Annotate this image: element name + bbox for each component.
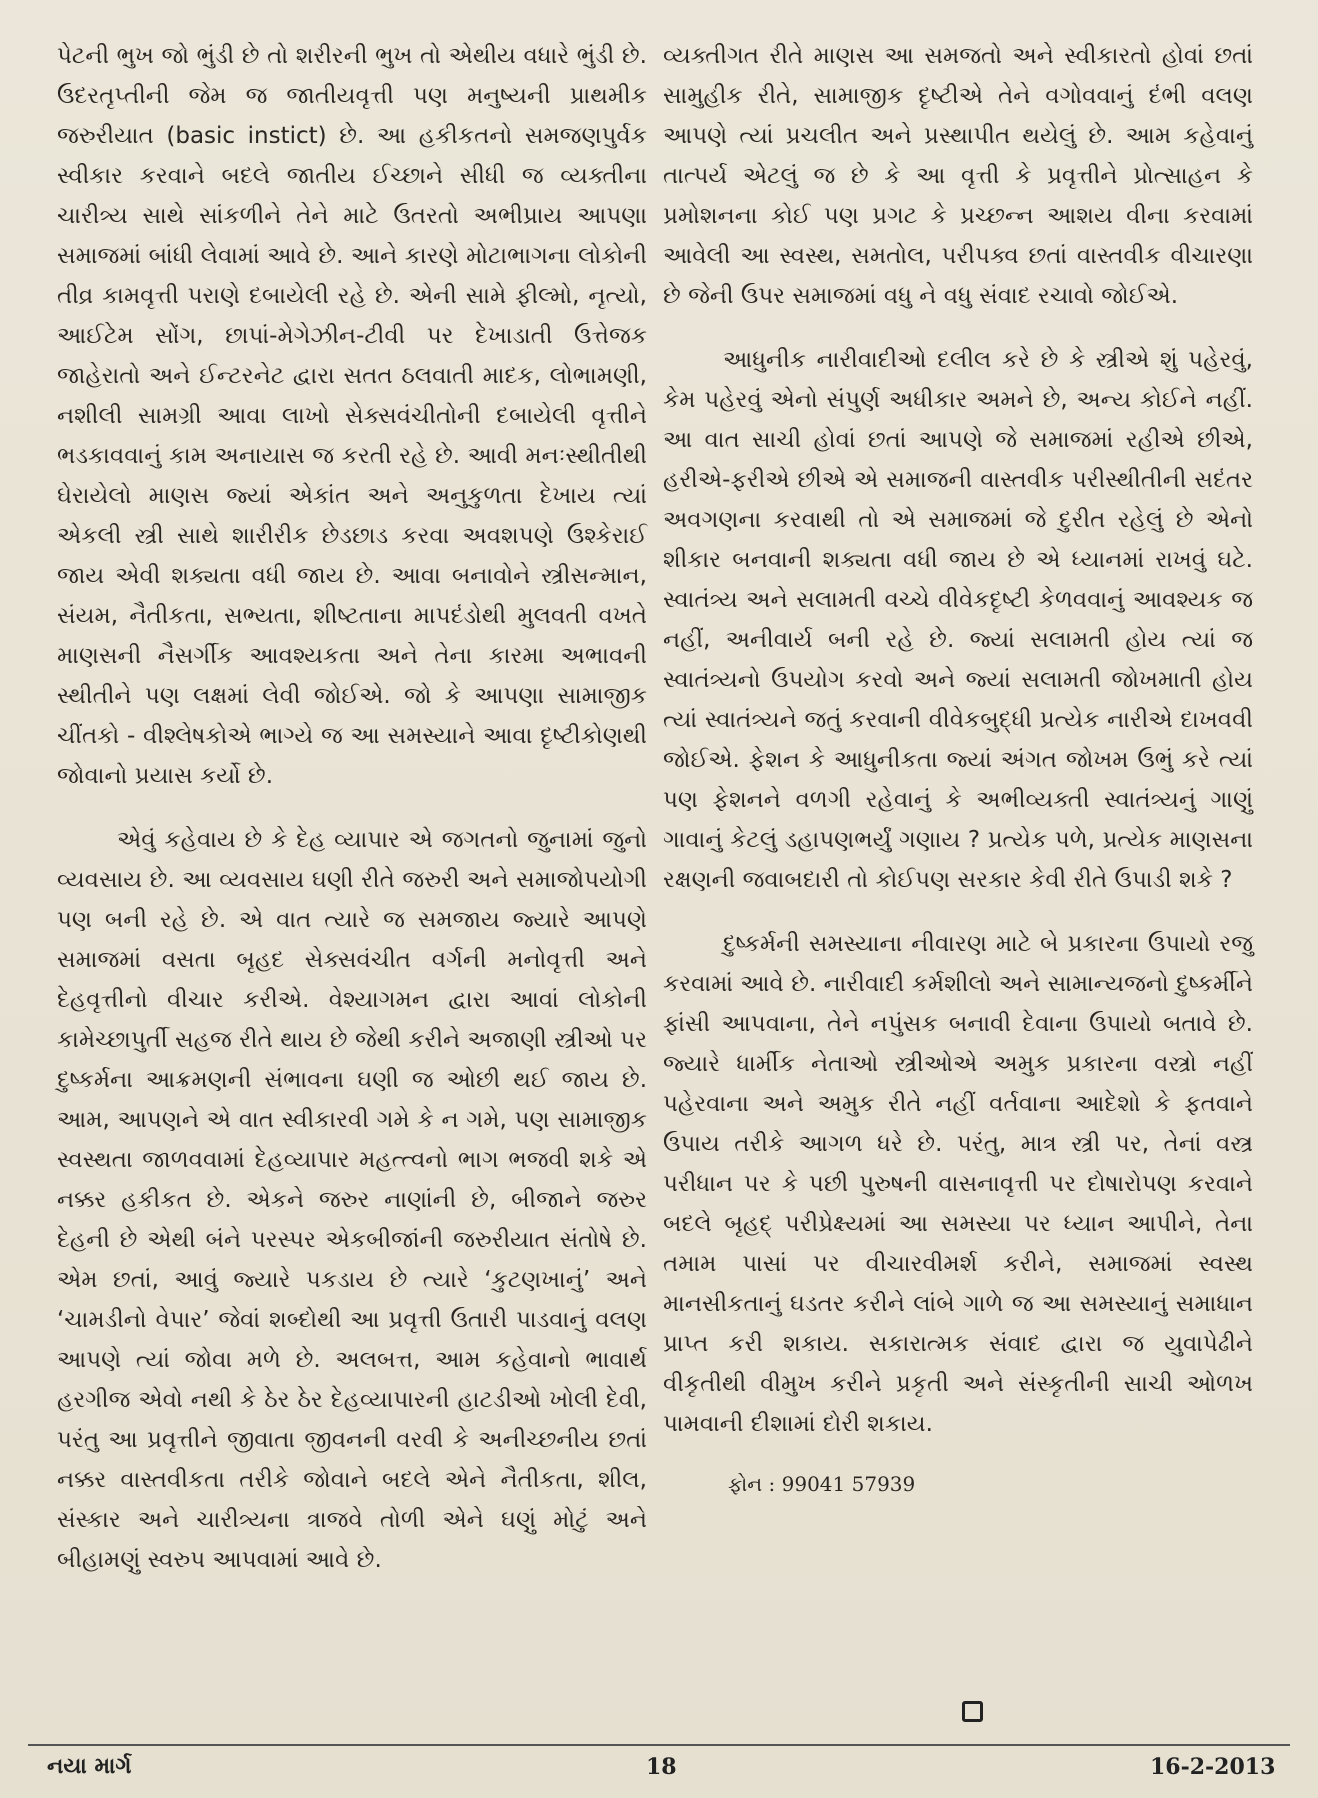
- article-right-column: [663, 36, 1253, 1504]
- paragraph: એવું કહેવાય છે કે દેહ વ્યાપાર એ જગતનો જુનામાં જુનો વ્યવસાય છે. આ વ્યવસાય ઘણી રીતે જરુરી અને સમાજોપયોગી પણ બની રહે છે. એ વાત ત્યારે જ સમજાય જ્યારે આપણે સમાજમાં વસતા બૃહદ સેક્સવંચીત વર્ગની મનોવૃત્તી અને દેહવૃત્તીનો વીચાર કરીએ. વેશ્યાગમન દ્વારા આવાં લોકોની કામેચ્છાપુર્તી સહજ રીતે થાય છે જેથી કરીને અજાણી સ્ત્રીઓ પર દુષ્કર્મના આક્રમણની સંભાવના ઘણી જ ઓછી થઈ જાય છે. આમ, આપણને એ વાત સ્વીકારવી ગમે કે ન ગમે, પણ સામાજીક સ્વસ્થતા જાળવવામાં દેહવ્યાપાર મહત્ત્વનો ભાગ ભજવી શકે એ નક્કર હકીકત છે. એકને જરુર નાણાંની છે, બીજાને જરુર દેહની છે એથી બંને પરસ્પર એકબીજાંની જરુરીયાત સંતોષે છે. એમ છતાં, આવું જ્યારે પકડાય છે ત્યારે ‘કુટણખાનું’ અને ‘ચામડીનો વેપાર’ જેવાં શબ્દોથી આ પ્રવૃત્તી ઉતારી પાડવાનું વલણ આપણે ત્યાં જોવા મળે છે. અલબત્ત, આમ કહેવાનો ભાવાર્થ હરગીજ એવો નથી કે ઠેર ઠેર દેહવ્યાપારની હાટડીઓ ખોલી દેવી, પરંતુ આ પ્રવૃત્તીને જીવાતા જીવનની વરવી કે અનીચ્છનીય છતાં નક્કર વાસ્તવીકતા તરીકે જોવાને બદલે એને નૈતીકતા, શીલ, સંસ્કાર અને ચારીત્ર્યના ત્રાજવે તોળી એને ઘણું મોટું અને બીહામણું સ્વરુપ આપવામાં આવે છે.: [57, 827, 647, 1573]
- issue-date: 16-2-2013: [1150, 1754, 1276, 1780]
- author-phone: ફોન : 99041 57939: [728, 1472, 916, 1496]
- paragraph: આધુનીક નારીવાદીઓ દલીલ કરે છે કે સ્ત્રીએ શું પહેરવું, કેમ પહેરવું એનો સંપુર્ણ અધીકાર અમને છે, અન્ય કોઈને નહીં. આ વાત સાચી હોવાં છતાં આપણે જે સમાજમાં રહીએ છીએ, હરીએ-ફરીએ છીએ એ સમાજની વાસ્તવીક પરીસ્થીતીની સદંતર અવગણના કરવાથી તો એ સમાજમાં જે દુરીત રહેલું છે એનો શીકાર બનવાની શક્યતા વધી જાય છે એ ધ્યાનમાં રાખવું ઘટે. સ્વાતંત્ર્ય અને સલામતી વચ્ચે વીવેકદૃષ્ટી કેળવવાનું આવશ્યક જ નહીં, અનીવાર્ય બની રહે છે. જ્યાં સલામતી હોય ત્યાં જ સ્વાતંત્ર્યનો ઉપયોગ કરવો અને જ્યાં સલામતી જોખમાતી હોય ત્યાં સ્વાતંત્ર્યને જતું કરવાની વીવેકબુદ્ધી પ્રત્યેક નારીએ દાખવવી જોઈએ. ફેશન કે આધુનીકતા જ્યાં અંગત જોખમ ઉભું કરે ત્યાં પણ ફેશનને વળગી રહેવાનું કે અભીવ્યક્તી સ્વાતંત્ર્યનું ગાણું ગાવાનું કેટલું ડહાપણભર્યું ગણાય ? પ્રત્યેક પળે, પ્રત્યેક માણસના રક્ષણની જવાબદારી તો કોઈપણ સરકાર કેવી રીતે ઉપાડી શકે ?: [663, 347, 1253, 893]
- paragraph: વ્યક્તીગત રીતે માણસ આ સમજતો અને સ્વીકારતો હોવાં છતાં સામુહીક રીતે, સામાજીક દૃષ્ટીએ તેને વગોવવાનું દંભી વલણ આપણે ત્યાં પ્રચલીત અને પ્રસ્થાપીત થયેલું છે. આમ કહેવાનું તાત્પર્ય એટલું જ છે કે આ વૃત્તી કે પ્રવૃત્તીને પ્રોત્સાહન કે પ્રમોશનના કોઈ પણ પ્રગટ કે પ્રચ્છન્ન આશય વીના કરવામાં આવેલી આ સ્વસ્થ, સમતોલ, પરીપક્વ છતાં વાસ્તવીક વીચારણા છે જેની ઉપર સમાજમાં વધુ ને વધુ સંવાદ રચાવો જોઈએ.: [663, 43, 1253, 309]
- paragraph: પેટની ભુખ જો ભુંડી છે તો શરીરની ભુખ તો એથીય વધારે ભુંડી છે. ઉદરતૃપ્તીની જેમ જ જાતીયવૃત્તી પણ મનુષ્યની પ્રાથમીક જરુરીયાત (basic instict) છે. આ હકીકતનો સમજણપુર્વક સ્વીકાર કરવાને બદલે જાતીય ઈચ્છાને સીધી જ વ્યક્તીના ચારીત્ર્ય સાથે સાંકળીને તેને માટે ઉતરતો અભીપ્રાય આપણા સમાજમાં બાંધી લેવામાં આવે છે. આને કારણે મોટાભાગના લોકોની તીવ્ર કામવૃત્તી પરાણે દબાયેલી રહે છે. એની સામે ફીલ્મો, નૃત્યો, આઈટેમ સોંગ, છાપાં-મેગેઝીન-ટીવી પર દેખાડાતી ઉત્તેજક જાહેરાતો અને ઈન્ટરનેટ દ્વારા સતત ઠલવાતી માદક, લોભામણી, નશીલી સામગ્રી આવા લાખો સેક્સવંચીતોની દબાયેલી વૃત્તીને ભડકાવવાનું કામ અનાયાસ જ કરતી રહે છે. આવી મનઃસ્થીતીથી ઘેરાયેલો માણસ જ્યાં એકાંત અને અનુકુળતા દેખાય ત્યાં એકલી સ્ત્રી સાથે શારીરીક છેડછાડ કરવા અવશપણે ઉશ્કેરાઈ જાય એવી શક્યતા વધી જાય છે. આવા બનાવોને સ્ત્રીસન્માન, સંયમ, નૈતીકતા, સભ્યતા, શીષ્ટતાના માપદંડોથી મુલવતી વખતે માણસની નૈસર્ગીક આવશ્યકતા અને તેના કારમા અભાવની સ્થીતીને પણ લક્ષમાં લેવી જોઈએ. જો કે આપણા સામાજીક ચીંતકો - વીશ્લેષકોએ ભાગ્યે જ આ સમસ્યાને આવા દૃષ્ટીકોણથી જોવાનો પ્રયાસ કર્યો છે.: [57, 43, 647, 789]
- page-number: 18: [646, 1754, 677, 1780]
- paragraph: દુષ્કર્મની સમસ્યાના નીવારણ માટે બે પ્રકારના ઉપાયો રજુ કરવામાં આવે છે. નારીવાદી કર્મશીલો અને સામાન્યજનો દુષ્કર્મીને ફાંસી આપવાના, તેને નપુંસક બનાવી દેવાના ઉપાયો બતાવે છે. જ્યારે ધાર્મીક નેતાઓ સ્ત્રીઓએ અમુક પ્રકારના વસ્ત્રો નહીં પહેરવાના અને અમુક રીતે નહીં વર્તવાના આદેશો કે ફતવાને ઉપાય તરીકે આગળ ધરે છે. પરંતુ, માત્ર સ્ત્રી પર, તેનાં વસ્ત્ર પરીધાન પર કે પછી પુરુષની વાસનાવૃત્તી પર દોષારોપણ કરવાને બદલે બૃહદ્ પરીપ્રેક્ષ્યમાં આ સમસ્યા પર ધ્યાન આપીને, તેના તમામ પાસાં પર વીચારવીમર્શ કરીને, સમાજમાં સ્વસ્થ માનસીકતાનું ઘડતર કરીને લાંબે ગાળે જ આ સમસ્યાનું સમાધાન પ્રાપ્ત કરી શકાય. સકારાત્મક સંવાદ દ્વારા જ યુવાપેઢીને વીકૃતીથી વીમુખ કરીને પ્રકૃતી અને સંસ્કૃતીની સાચી ઓળખ પામવાની દીશામાં દોરી શકાય.: [663, 931, 1253, 1437]
- footer-divider: [28, 1744, 1290, 1746]
- magazine-name: નયા માર્ગ: [47, 1754, 132, 1779]
- article-end-icon: [962, 1701, 983, 1722]
- article-left-column: [57, 36, 647, 1604]
